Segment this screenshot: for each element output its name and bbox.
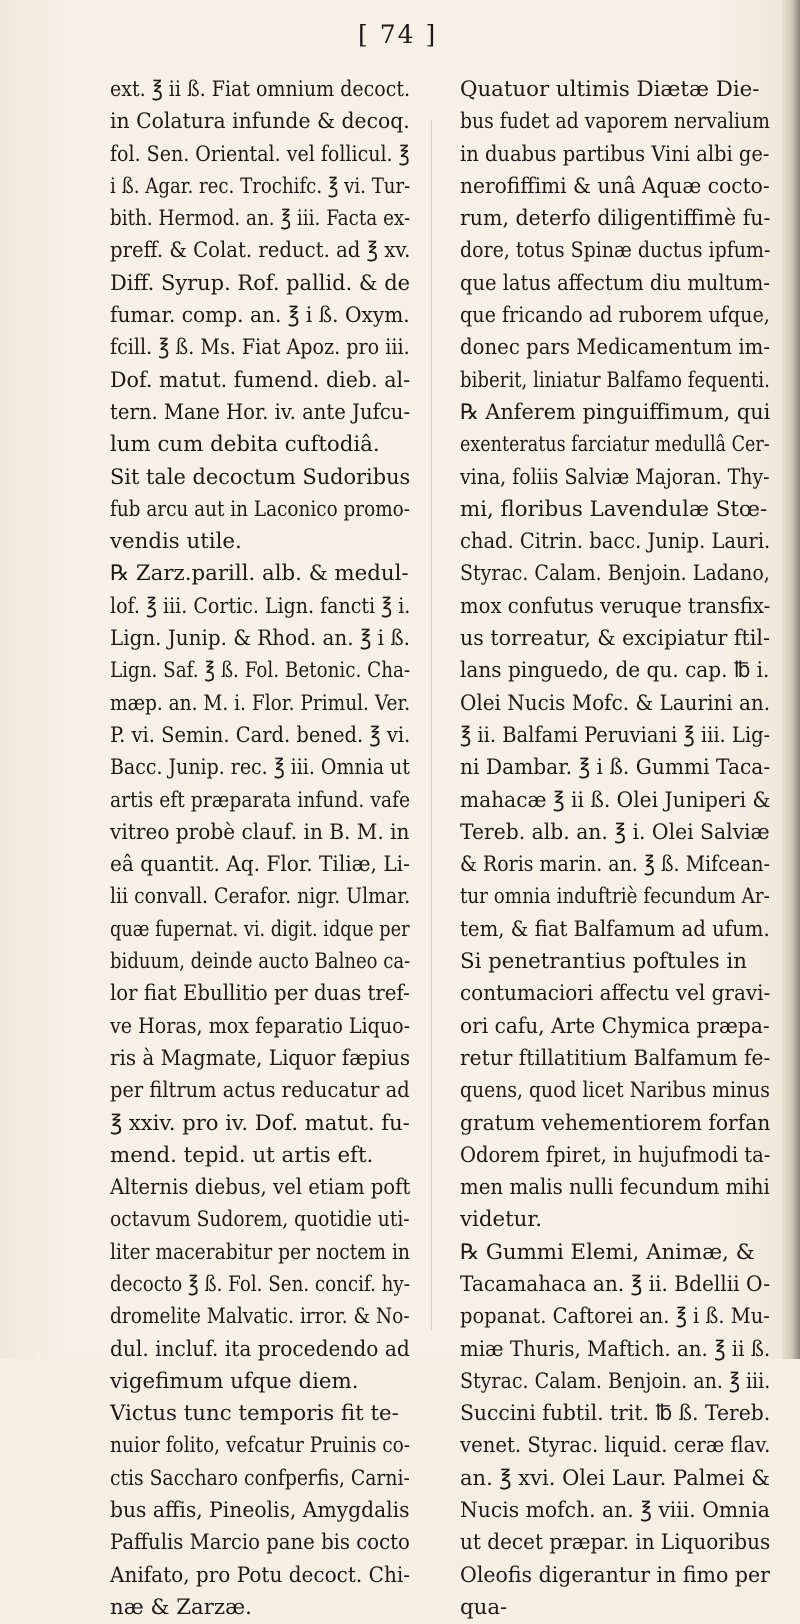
text-line: fumar. comp. an. ℥ i ß. Oxym. [110,303,410,329]
text-line: in duabus partibus Vini albi ge- [460,141,770,167]
text-line: Anifato, pro Potu decoct. Chi- [110,1562,411,1588]
text-line: liter macerabitur per noctem in [110,1239,410,1265]
text-line: lum cum debita cuftodiâ. [110,432,380,458]
text-line: Styrac. Calam. Benjoin. an. ℥ iii. [460,1368,771,1394]
text-line: Oleofis digerantur in fimo per [460,1562,770,1588]
text-line: dul. incluf. ita procedendo ad [110,1336,410,1362]
text-line: miæ Thuris, Maftich. an. ℥ ii ß. [460,1336,771,1362]
text-line: que latus affectum diu multum- [460,270,770,296]
text-line: Si penetrantius poftules in [460,949,747,975]
text-line: fub arcu aut in Laconico promo- [110,496,411,522]
text-line: qua- [460,1594,508,1620]
text-line: bus affis, Pineolis, Amygdalis [110,1498,410,1524]
right-text-column [460,74,770,1624]
text-line: ℥ xxiv. pro iv. Dof. matut. fu- [110,1110,410,1136]
text-line: tur omnia induftriè fecundum Ar- [460,884,770,910]
text-line: quens, quod licet Naribus minus [460,1078,770,1104]
text-line: biduum, deinde aucto Balneo ca- [110,949,411,975]
text-line: & Roris marin. an. ℥ ß. Mifcean- [460,852,770,878]
text-line: retur ftillatitium Balfamum fe- [460,1045,771,1071]
text-line: Nucis mofch. an. ℥ viii. Omnia [460,1498,770,1524]
text-line: Tacamahaca an. ℥ ii. Bdellii O- [460,1271,771,1297]
text-line: lor fiat Ebullitio per duas tref- [110,981,410,1007]
text-line: decocto ℥ ß. Fol. Sen. concif. hy- [110,1271,410,1297]
text-line: gratum vehementiorem forfan [460,1110,771,1136]
text-line: artis eft præparata infund. vafe [110,787,411,813]
text-line: us torreatur, & excipiatur ftil- [460,626,770,652]
page-number: [ 74 ] [358,20,438,49]
text-line: ℞ Anferem pinguiffimum, qui [460,399,771,425]
text-line: ℥ ii. Balfami Peruviani ℥ iii. Lig- [460,722,771,748]
text-line: biberit, liniatur Balfamo fequenti. [460,367,770,393]
text-line: tem, & fiat Balfamum ad ufum. [460,916,770,942]
text-line: rum, deterfo diligentiffimè fu- [460,206,771,232]
text-line: ni Dambar. ℥ i ß. Gummi Taca- [460,755,771,781]
column-gutter [431,120,432,1330]
text-line: fol. Sen. Oriental. vel follicul. ℥ [110,141,410,167]
text-line: quæ fupernat. vi. digit. idque per [110,916,410,942]
text-line: in Colatura infunde & decoq. [110,109,410,135]
text-line: Dof. matut. fumend. dieb. al- [110,367,411,393]
text-line: Victus tunc temporis fit te- [110,1401,399,1427]
text-line: lans pinguedo, de qu. cap. ℔ i. [460,658,770,684]
text-line: bus fudet ad vaporem nervalium [460,109,770,135]
text-line: Odorem fpiret, in hujufmodi ta- [460,1142,771,1168]
text-line: Styrac. Calam. Benjoin. Ladano, [460,561,770,587]
text-line: Alternis diebus, vel etiam poft [110,1175,411,1201]
text-line: Lign. Saf. ℥ ß. Fol. Betonic. Cha- [110,658,411,684]
text-line: videtur. [460,1207,542,1233]
text-line: preff. & Colat. reduct. ad ℥ xv. [110,238,411,264]
text-line: bith. Hermod. an. ℥ iii. Facta ex- [110,206,411,232]
left-text-column [110,74,410,1624]
text-line: octavum Sudorem, quotidie uti- [110,1207,410,1233]
text-line: mæp. an. M. i. Flor. Primul. Ver. [110,690,411,716]
text-line: Paffulis Marcio pane bis cocto [110,1530,410,1556]
text-line: chad. Citrin. bacc. Junip. Lauri. [460,529,771,555]
text-line: Diff. Syrup. Rof. pallid. & de [110,270,411,296]
text-line: nuior folito, vefcatur Pruinis co- [110,1433,411,1459]
text-line: ris à Magmate, Liquor fæpius [110,1045,411,1071]
text-line: vina, foliis Salviæ Majoran. Thy- [460,464,770,490]
text-line: dromelite Malvatic. irror. & No- [110,1304,410,1330]
text-line: contumaciori affectu vel gravi- [460,981,771,1007]
text-line: vendis utile. [110,529,242,555]
text-line: ext. ℥ ii ß. Fiat omnium decoct. [110,77,411,102]
text-line: Olei Nucis Mofc. & Laurini an. [460,690,771,716]
text-line: popanat. Caftorei an. ℥ i ß. Mu- [460,1304,770,1330]
text-line: Quatuor ultimis Diætæ Die- [460,77,760,102]
text-line: vigefimum ufque diem. [110,1368,359,1394]
text-line: eâ quantit. Aq. Flor. Tiliæ, Li- [110,852,410,878]
text-line: ℞ Gummi Elemi, Animæ, & [460,1239,755,1265]
text-line: mi, floribus Lavendulæ Stœ- [460,496,768,522]
text-line: ori cafu, Arte Chymica præpa- [460,1013,770,1039]
text-line: P. vi. Semin. Card. bened. ℥ vi. [110,722,411,748]
text-line: Bacc. Junip. rec. ℥ iii. Omnia ut [110,755,410,781]
text-line: ctis Saccharo confperfis, Carni- [110,1465,410,1491]
text-line: Lign. Junip. & Rhod. an. ℥ i ß. [110,626,411,652]
text-line: lii convall. Cerafor. nigr. Ulmar. [110,884,411,910]
text-line: que fricando ad ruborem ufque, [460,303,770,329]
text-line: Succini fubtil. trit. ℔ ß. Tereb. [460,1401,771,1427]
text-line: per filtrum actus reducatur ad [110,1078,410,1104]
text-line: ut decet præpar. in Liquoribus [460,1530,771,1556]
text-line: venet. Styrac. liquid. ceræ flav. [460,1433,771,1459]
text-line: exenteratus farciatur medullâ Cer- [460,432,770,458]
text-line: tern. Mane Hor. iv. ante Jufcu- [110,399,411,425]
text-line: nerofiffimi & unâ Aquæ cocto- [460,173,770,199]
text-line: an. ℥ xvi. Olei Laur. Palmei & [460,1465,770,1491]
text-line: mend. tepid. ut artis eft. [110,1142,374,1168]
text-line: lof. ℥ iii. Cortic. Lign. fancti ℥ i. [110,593,411,619]
text-line: ℞ Zarz.parill. alb. & medul- [110,561,409,587]
text-line: næ & Zarzæ. [110,1594,252,1620]
text-line: mox confutus veruque transfix- [460,593,771,619]
text-line: ve Horas, mox feparatio Liquo- [110,1013,411,1039]
text-line: i ß. Agar. rec. Trochifc. ℥ vi. Tur- [110,173,411,199]
text-line: men malis nulli fecundum mihi [460,1175,770,1201]
text-line: dore, totus Spinæ ductus ipfum- [460,238,771,264]
text-line: fcill. ℥ ß. Ms. Fiat Apoz. pro iii. [110,335,410,361]
text-line: donec pars Medicamentum im- [460,335,770,361]
text-line: Sit tale decoctum Sudoribus [110,464,411,490]
page-edge-shadow [782,0,800,1359]
text-line: mahacæ ℥ ii ß. Olei Juniperi & [460,787,771,813]
text-line: vitreo probè clauf. in B. M. in [110,819,410,845]
text-line: Tereb. alb. an. ℥ i. Olei Salviæ [460,819,770,845]
